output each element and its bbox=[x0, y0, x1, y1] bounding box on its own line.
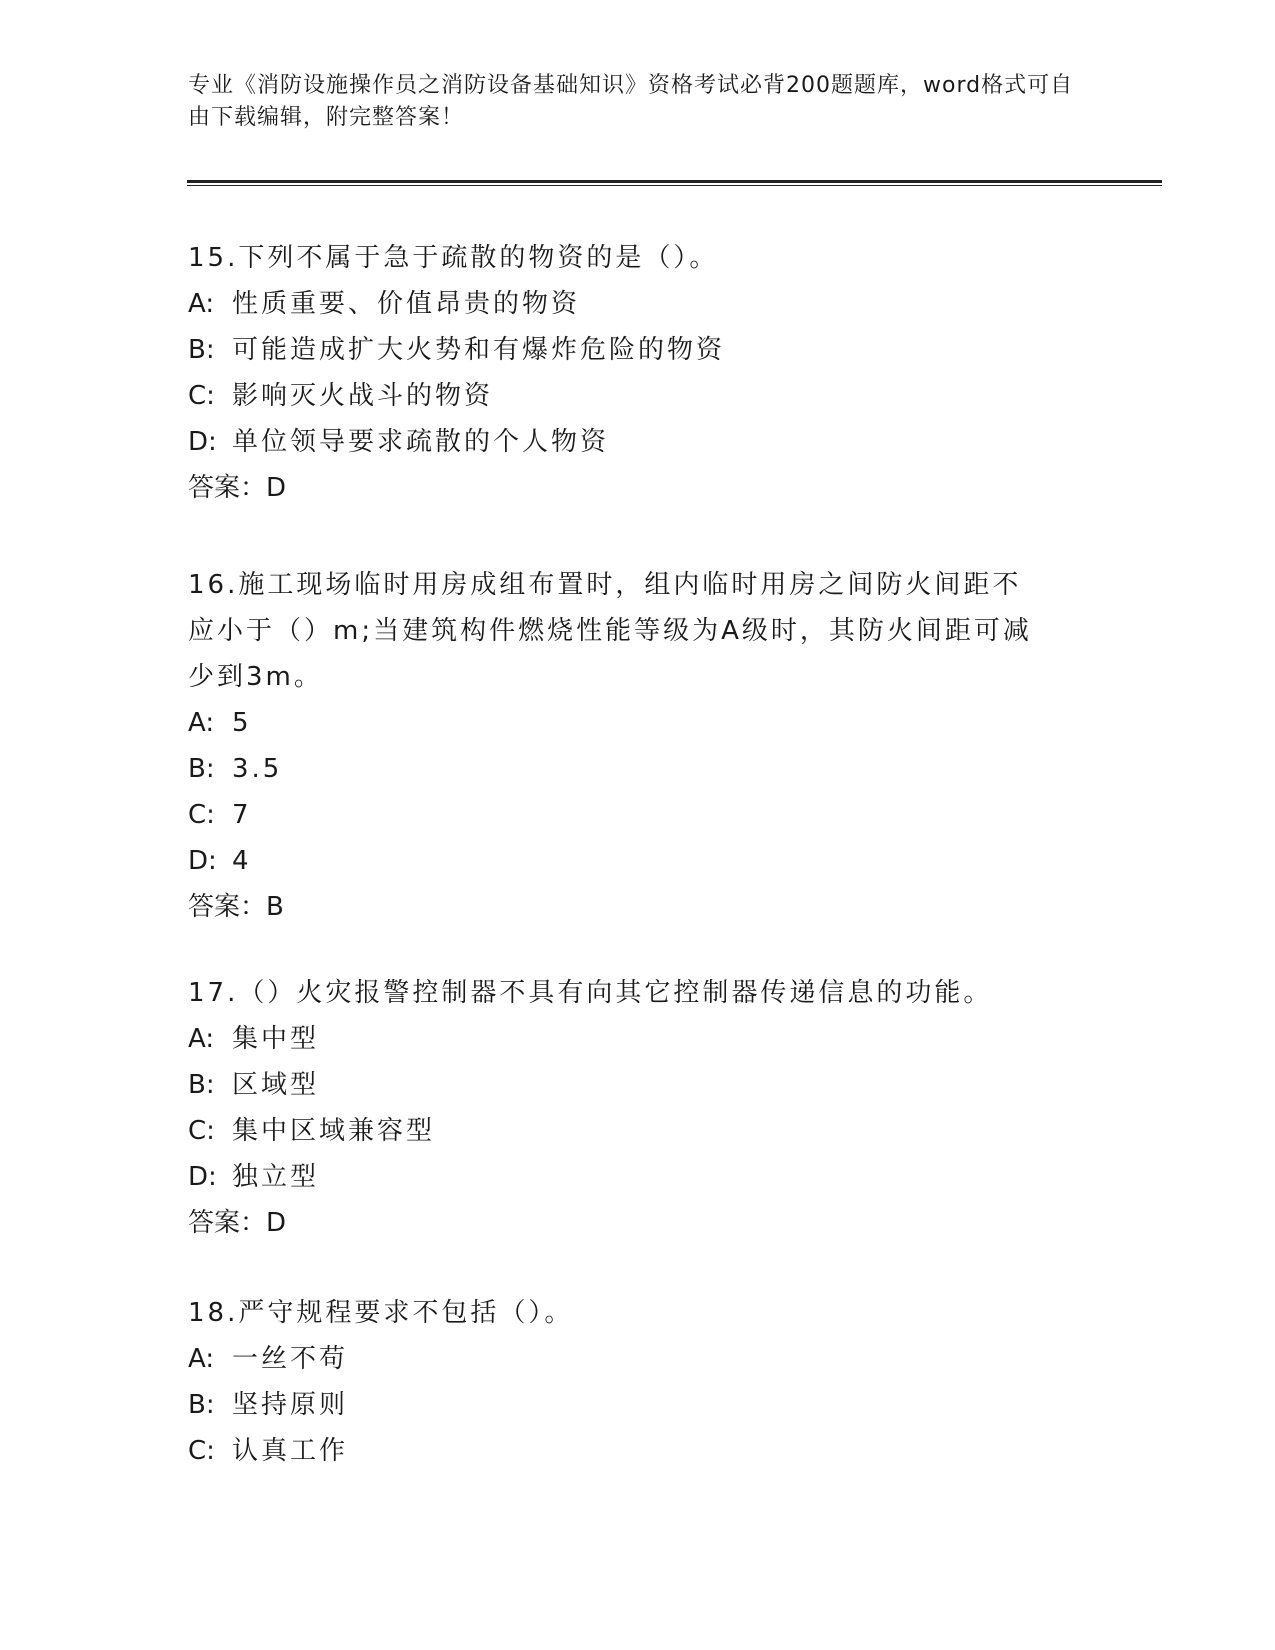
option-c bbox=[188, 1108, 1088, 1154]
option-label: A: bbox=[188, 1344, 215, 1374]
header-rule-thick bbox=[187, 180, 1162, 183]
option-a bbox=[188, 1336, 1088, 1382]
option-label: B: bbox=[188, 335, 215, 365]
option-text: 一丝不苟 bbox=[232, 1344, 349, 1374]
answer: 答案：B bbox=[188, 892, 284, 922]
option-text: 3.5 bbox=[232, 754, 283, 784]
option-text: 坚持原则 bbox=[232, 1390, 349, 1420]
option-d bbox=[188, 419, 1088, 465]
question-stem: 17.（）火灾报警控制器不具有向其它控制器传递信息的功能。 bbox=[188, 978, 993, 1008]
option-label: A: bbox=[188, 1024, 215, 1054]
question-17 bbox=[188, 970, 1088, 1246]
option-label: C: bbox=[188, 800, 215, 830]
option-text: 4 bbox=[232, 846, 252, 876]
option-b bbox=[188, 1062, 1088, 1108]
option-b bbox=[188, 746, 1088, 792]
option-text: 集中区域兼容型 bbox=[232, 1116, 436, 1146]
option-b bbox=[188, 1382, 1088, 1428]
option-text: 区域型 bbox=[232, 1070, 320, 1100]
option-label: D: bbox=[188, 427, 217, 457]
question-stem: 15.下列不属于急于疏散的物资的是（）。 bbox=[188, 243, 719, 273]
option-a bbox=[188, 1016, 1088, 1062]
question-18 bbox=[188, 1290, 1088, 1474]
answer: 答案：D bbox=[188, 1208, 287, 1238]
question-16 bbox=[188, 562, 1088, 930]
option-text: 可能造成扩大火势和有爆炸危险的物资 bbox=[232, 335, 726, 365]
option-text: 独立型 bbox=[232, 1162, 320, 1192]
option-text: 影响灭火战斗的物资 bbox=[232, 381, 494, 411]
option-c bbox=[188, 373, 1088, 419]
answer: 答案：D bbox=[188, 473, 287, 503]
option-label: B: bbox=[188, 754, 215, 784]
option-b bbox=[188, 327, 1088, 373]
document-header: 专业《消防设施操作员之消防设备基础知识》资格考试必背200题题库，word格式可自由下载编辑，附完整答案！ bbox=[188, 73, 1074, 130]
option-d bbox=[188, 1154, 1088, 1200]
option-text: 集中型 bbox=[232, 1024, 320, 1054]
option-label: B: bbox=[188, 1070, 215, 1100]
question-15 bbox=[188, 235, 1088, 511]
option-text: 7 bbox=[232, 800, 252, 830]
option-text: 性质重要、价值昂贵的物资 bbox=[232, 289, 581, 319]
option-label: B: bbox=[188, 1390, 215, 1420]
option-label: A: bbox=[188, 708, 215, 738]
question-stem: 18.严守规程要求不包括（）。 bbox=[188, 1298, 574, 1328]
question-stem: 16.施工现场临时用房成组布置时，组内临时用房之间防火间距不应小于（）m;当建筑构件燃烧性能等级为A级时，其防火间距可减少到3m。 bbox=[188, 570, 1032, 692]
option-text: 认真工作 bbox=[232, 1436, 349, 1466]
header-rule-thin bbox=[187, 185, 1162, 186]
option-label: C: bbox=[188, 1436, 215, 1466]
option-label: D: bbox=[188, 846, 217, 876]
option-label: A: bbox=[188, 289, 215, 319]
option-text: 5 bbox=[232, 708, 252, 738]
option-text: 单位领导要求疏散的个人物资 bbox=[232, 427, 610, 457]
option-label: C: bbox=[188, 1116, 215, 1146]
option-d bbox=[188, 838, 1088, 884]
option-label: C: bbox=[188, 381, 215, 411]
option-a bbox=[188, 281, 1088, 327]
option-a bbox=[188, 700, 1088, 746]
option-c bbox=[188, 1428, 1088, 1474]
option-label: D: bbox=[188, 1162, 217, 1192]
option-c bbox=[188, 792, 1088, 838]
